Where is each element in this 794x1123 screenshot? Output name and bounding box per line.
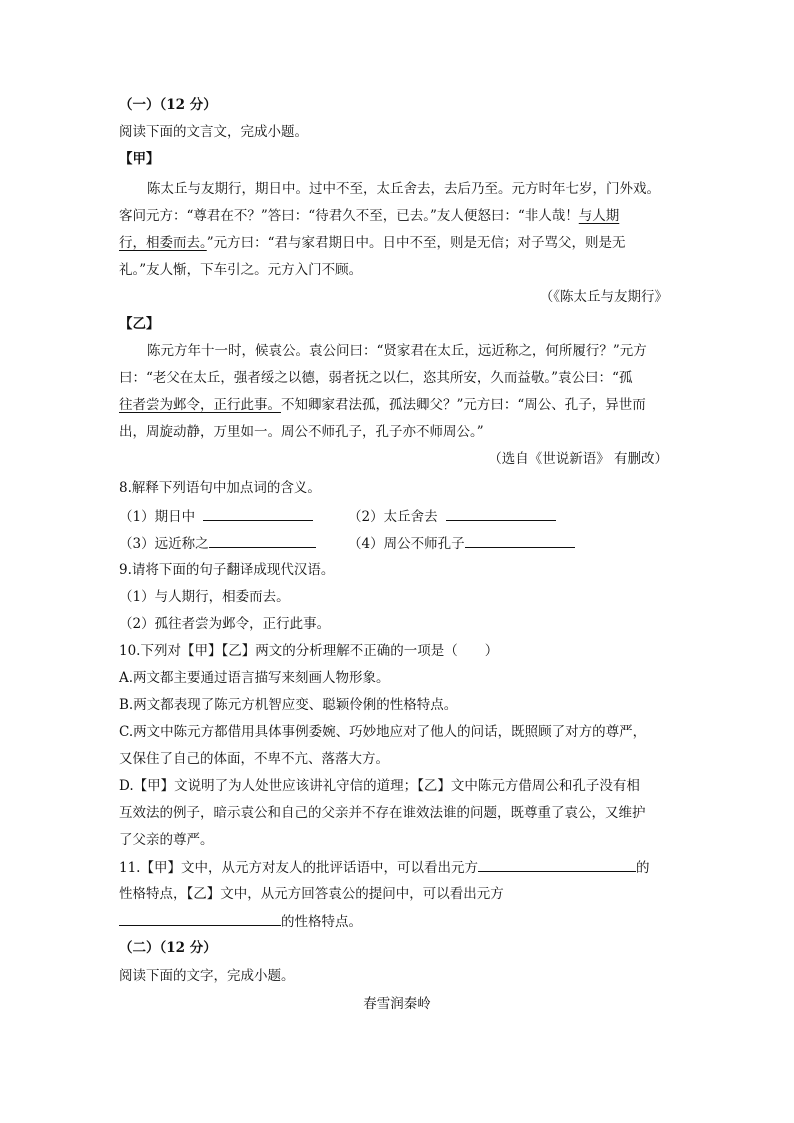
q8-answer-blank-1[interactable] — [203, 507, 313, 521]
q11-line-3 — [119, 912, 362, 931]
passage-yi-line-3-text: 不知卿家君法孤，孤法卿父？”元方曰：“周公、孔子，异世而 — [281, 397, 646, 413]
q10-stem: 10.下列对【甲】【乙】两文的分析理解不正确的一项是（ ） — [119, 643, 499, 659]
q11-line-1 — [119, 858, 649, 877]
q8-item-4 — [348, 534, 575, 553]
section1-intro: 阅读下面的文言文，完成小题。 — [119, 124, 308, 140]
passage-jia-line-2 — [119, 207, 619, 225]
q10-option-c-line-1: C.两文中陈元方都借用具体事例委婉、巧妙地应对了他人的问话，既照顾了对方的尊严， — [119, 724, 647, 740]
passage-yi-source: （选自《世说新语》 有删改） — [488, 451, 668, 467]
q8-item-3 — [119, 534, 316, 553]
section2-article-title: 春雪润秦岭 — [363, 996, 431, 1012]
section1-heading: （一）（12 分） — [119, 97, 217, 113]
q8-item-2-label: （2）太丘舍去 — [348, 509, 438, 525]
q8-item-3-label: （3）远近称之 — [119, 536, 209, 552]
passage-yi-line-3 — [119, 396, 646, 414]
q10-option-b: B.两文都表现了陈元方机智应变、聪颖伶俐的性格特点。 — [119, 697, 458, 713]
q11-line-1-text: 11.【甲】文中，从元方对友人的批评话语中，可以看出元方 — [119, 860, 478, 876]
underlined-sentence-part-2: 行，相委而去。 — [119, 235, 207, 251]
q8-item-1 — [119, 507, 313, 526]
passage-yi-line-2: 曰：“老父在太丘，强者绥之以德，弱者抚之以仁，恣其所安，久而益敬。”袁公曰：“孤 — [119, 370, 633, 386]
q10-option-d-line-2: 互效法的例子，暗示袁公和自己的父亲并不存在谁效法谁的问题，既尊重了袁公，又维护 — [119, 805, 646, 821]
q11-answer-blank-1[interactable] — [478, 858, 636, 872]
passage-yi-label: 【乙】 — [119, 316, 160, 332]
passage-jia-line-3 — [119, 234, 626, 252]
q10-option-a: A.两文都主要通过语言描写来刻画人物形象。 — [119, 670, 390, 686]
underlined-sentence: 往者尝为邺令，正行此事。 — [119, 397, 281, 413]
passage-yi-line-4: 出，周旋动静，万里如一。周公不师孔子，孔子亦不师周公。” — [119, 424, 484, 440]
q10-option-c-line-2: 又保住了自己的体面，不卑不亢、落落大方。 — [119, 751, 389, 767]
passage-jia-line-1: 陈太丘与友期行，期日中。过中不至，太丘舍去，去后乃至。元方时年七岁，门外戏。 — [147, 181, 660, 197]
q11-line-1-suffix: 的 — [635, 860, 650, 876]
passage-jia-line-2-text: 客问元方：“尊君在不？”答曰：“待君久不至，已去。”友人便怒曰：“非人哉！ — [119, 208, 579, 224]
q9-item-2: （2）孤往者尝为邺令，正行此事。 — [119, 616, 331, 632]
passage-jia-source: （《陈太丘与友期行》 — [539, 289, 668, 305]
underlined-sentence-part-1: 与人期 — [578, 208, 620, 224]
q9-item-1: （1）与人期行，相委而去。 — [119, 589, 290, 605]
passage-jia-line-4: 礼。”友人惭，下车引之。元方入门不顾。 — [119, 262, 363, 278]
q8-answer-blank-3[interactable] — [209, 534, 316, 548]
q11-answer-blank-2[interactable] — [119, 912, 281, 926]
q8-item-1-label: （1）期日中 — [119, 509, 196, 525]
q10-option-d-line-3: 了父亲的尊严。 — [119, 832, 214, 848]
q8-stem: 8.解释下列语句中加点词的含义。 — [119, 480, 321, 496]
q8-answer-blank-2[interactable] — [446, 507, 556, 521]
q10-option-d-line-1: D.【甲】文说明了为人处世应该讲礼守信的道理；【乙】文中陈元方借周公和孔子没有相 — [119, 778, 640, 794]
passage-jia-line-3-text: ”元方曰：“君与家君期日中。日中不至，则是无信；对子骂父，则是无 — [206, 235, 626, 251]
section2-heading: （二）（12 分） — [119, 940, 217, 956]
q11-line-2: 性格特点，【乙】文中，从元方回答袁公的提问中，可以看出元方 — [119, 886, 504, 902]
q8-item-2 — [348, 507, 556, 526]
q8-answer-blank-4[interactable] — [465, 534, 575, 548]
q9-stem: 9.请将下面的句子翻译成现代汉语。 — [119, 562, 335, 578]
passage-jia-label: 【甲】 — [119, 151, 160, 167]
q8-item-4-label: （4）周公不师孔子 — [348, 536, 465, 552]
q11-line-3-text: 的性格特点。 — [281, 914, 362, 930]
passage-yi-line-1: 陈元方年十一时，候袁公。袁公问曰：“贤家君在太丘，远近称之，何所履行？”元方 — [147, 343, 647, 359]
section2-intro: 阅读下面的文字，完成小题。 — [119, 968, 295, 984]
